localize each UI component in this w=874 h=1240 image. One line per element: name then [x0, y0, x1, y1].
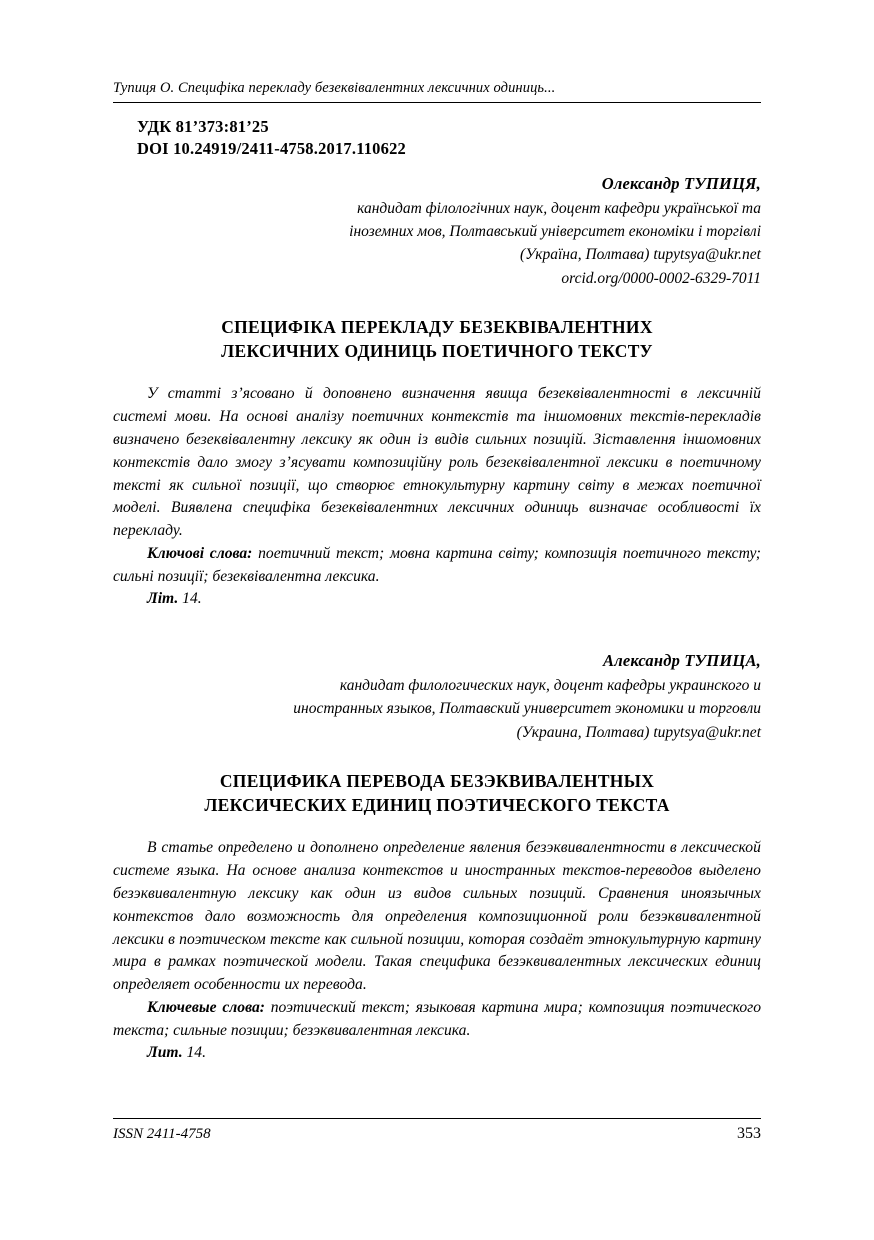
affiliation-line-3: (Україна, Полтава) tupytsya@ukr.net — [520, 246, 761, 264]
orcid-id: orcid.org/0000-0002-6329-7011 — [561, 269, 761, 287]
udc-code: УДК 81’373:81’25 — [137, 117, 269, 136]
title-line-1-ru: СПЕЦИФИКА ПЕРЕВОДА БЕЗЭКВИВАЛЕНТНЫХ — [219, 770, 655, 791]
author-name-ru: Александр ТУПИЦА, — [603, 651, 761, 671]
affiliation-line-2: іноземних мов, Полтавський університет економіки і торгівлі — [349, 223, 761, 241]
author-name-uk: Олександр ТУПИЦЯ, — [601, 173, 761, 193]
keywords-ru — [113, 997, 761, 1043]
keywords-label-uk: Ключові слова: — [147, 544, 253, 562]
doi-code: DOI 10.24919/2411-4758.2017.110622 — [137, 138, 406, 158]
literature-value-ru: 14. — [182, 1044, 206, 1062]
page-footer — [113, 1118, 761, 1143]
section-separator — [113, 611, 761, 637]
literature-count-ru — [113, 1042, 761, 1065]
title-line-1: СПЕЦИФІКА ПЕРЕКЛАДУ БЕЗЕКВІВАЛЕНТНИХ — [221, 316, 653, 337]
title-line-2-ru: ЛЕКСИЧЕСКИХ ЕДИНИЦ ПОЭТИЧЕСКОГО ТЕКСТА — [204, 794, 670, 815]
affiliation-line-2-ru: иностранных языков, Полтавский университет экономики и торговли — [293, 700, 761, 718]
page-content — [113, 80, 761, 1065]
literature-label-ru: Лит. — [147, 1044, 183, 1062]
affiliation-line-3-ru: (Украина, Полтава) tupytsya@ukr.net — [516, 723, 761, 741]
udc-doi-block — [113, 116, 761, 160]
author-affiliation-uk — [113, 197, 761, 267]
literature-count-uk — [113, 588, 761, 611]
affiliation-line-1: кандидат філологічних наук, доцент кафедри української та — [357, 199, 761, 217]
title-line-2: ЛЕКСИЧНИХ ОДИНИЦЬ ПОЕТИЧНОГО ТЕКСТУ — [221, 340, 653, 361]
abstract-ru: В статье определено и дополнено определение явления безэквивалентности в лексической системе языка. На основе анализа контекстов и иностранных текстов-переводов выделено безэквивалентную лексику как один из видов сильных позиций. Сравнения иноязычных контекстов дало возможность для определения композиционной роли безэквивалентной лексики в поэтическом тексте как сильной позиции, которая создаёт этнокультурную картину мира в рамках поэтической модели. Такая специфика безэквивалентных лексических единиц определяет особенности их перевода. — [113, 839, 761, 994]
issn-text: ISSN 2411-4758 — [113, 1126, 211, 1142]
abstract-uk: У статті з’ясовано й доповнено визначення явища безеквівалентності в лексичній системі мови. На основі аналізу поетичних контекстів та іншомовних текстів-перекладів визначено безеквівалентну лексику як один із видів сильних позицій. Зіставлення іншомовних контекстів дало змогу з’ясувати композиційну роль безеквівалентної лексики в поетичному тексті як сильної позиції, що створює етнокультурну картину світу в межах поетичної моделі. Виявлена специфіка безеквівалентних лексичних одиниць визначає особливості їх перекладу. — [113, 385, 761, 540]
article-title-uk — [113, 316, 761, 364]
author-affiliation-ru — [113, 674, 761, 744]
keywords-uk — [113, 543, 761, 589]
page-number: 353 — [737, 1125, 761, 1142]
keywords-label-ru: Ключевые слова: — [147, 998, 265, 1016]
literature-label-uk: Літ. — [147, 590, 179, 608]
affiliation-line-1-ru: кандидат филологических наук, доцент кафедры украинского и — [339, 677, 761, 695]
keywords-text-ru: поэтический текст; языковая картина мира; композиция поэтического текста; сильные позиции; безэквивалентная лексика. — [113, 998, 761, 1039]
literature-value-uk: 14. — [178, 590, 202, 608]
keywords-text-uk: поетичний текст; мовна картина світу; композиція поетичного тексту; сильні позиції; безеквівалентна лексика. — [113, 544, 761, 585]
running-head: Тупиця О. Специфіка перекладу безеквівалентних лексичних одиниць... — [113, 80, 761, 103]
article-title-ru — [113, 770, 761, 818]
